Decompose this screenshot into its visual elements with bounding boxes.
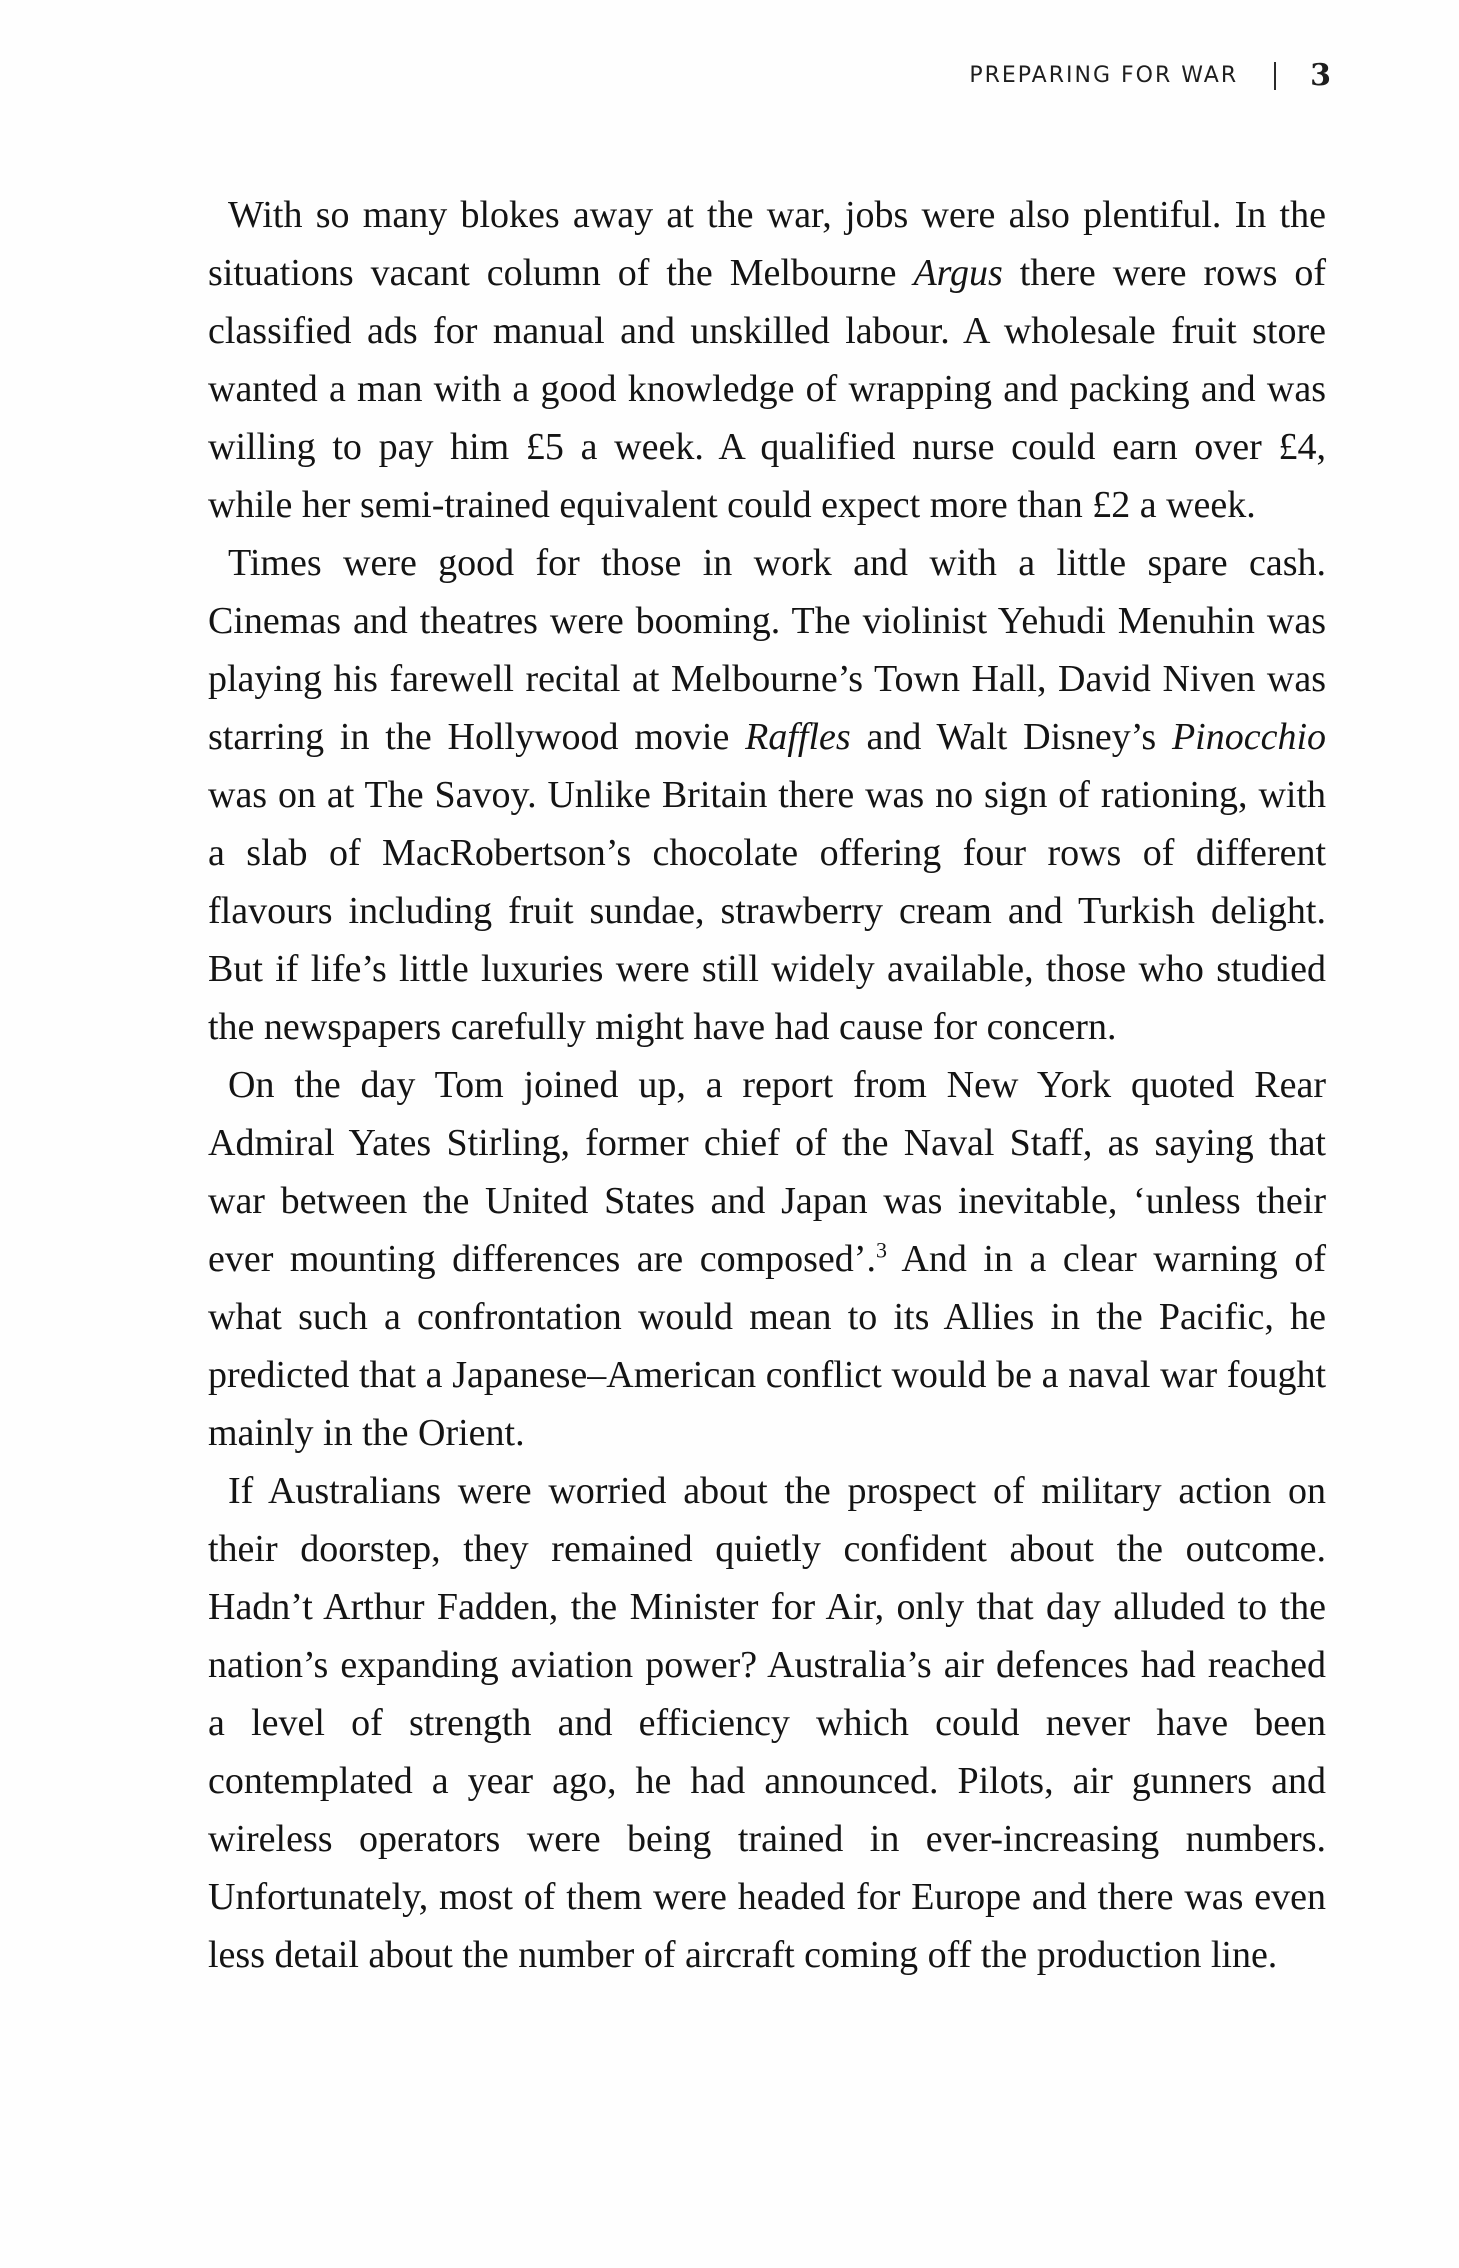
paragraph (208, 534, 1326, 1056)
paragraph-text: On the day Tom joined up, a report from New York quoted Rear Admiral Yates Stirling, former chief of the Naval Staff, as saying that war between the United States and Japan was inevitable, ‘unless their ever mounting differences are composed’. (208, 1064, 1326, 1280)
paragraph-text: and Walt Disney’s (850, 716, 1172, 758)
paragraph-text: was on at The Savoy. Unlike Britain there was no sign of rationing, with a slab of MacRobertson’s chocolate offering four rows of different flavours including fruit sundae, strawberry cream and Turkish delight. But if life’s little luxuries were still widely available, those who studied the newspapers carefully might have had cause for concern. (208, 774, 1326, 1048)
paragraph-text: If Australians were worried about the prospect of military action on their doorstep, they remained quietly confident about the outcome. Hadn’t Arthur Fadden, the Minister for Air, only that day alluded to the nation’s expanding aviation power? Australia’s air defences had reached a level of strength and efficiency which could never have been contemplated a year ago, he had announced. Pilots, air gunners and wireless operators were being trained in ever-increasing numbers. Unfortunately, most of them were headed for Europe and there was even less detail about the number of aircraft coming off the production line. (208, 1470, 1326, 1976)
italic-title: Argus (913, 252, 1003, 294)
header-divider (1274, 62, 1276, 90)
paragraph (208, 186, 1326, 534)
page-number: 3 (1310, 58, 1331, 93)
paragraph-text: With so many blokes away at the war, jobs were also plentiful. In the situations vacant column of the Melbourne (208, 194, 1326, 294)
footnote-marker: 3 (875, 1237, 887, 1263)
paragraph (208, 1056, 1326, 1462)
paragraph-text: there were rows of classified ads for manual and unskilled labour. A wholesale fruit store wanted a man with a good knowledge of wrapping and packing and was willing to pay him £5 a week. A qualified nurse could earn over £4, while her semi-trained equivalent could expect more than £2 a week. (208, 252, 1327, 526)
italic-title: Pinocchio (1171, 716, 1327, 758)
paragraph-text: And in a clear warning of what such a confrontation would mean to its Allies in the Pacific, he predicted that a Japanese–American conflict would be a naval war fought mainly in the Orient. (208, 1238, 1326, 1454)
italic-title: Raffles (745, 716, 851, 758)
body-text (208, 186, 1326, 1984)
paragraph (208, 1462, 1326, 1984)
running-title: PREPARING FOR WAR (969, 63, 1239, 88)
running-head (969, 58, 1331, 93)
paragraph-text: Times were good for those in work and with a little spare cash. Cinemas and theatres were booming. The violinist Yehudi Menuhin was playing his farewell recital at Melbourne’s Town Hall, David Niven was starring in the Hollywood movie (208, 542, 1326, 758)
